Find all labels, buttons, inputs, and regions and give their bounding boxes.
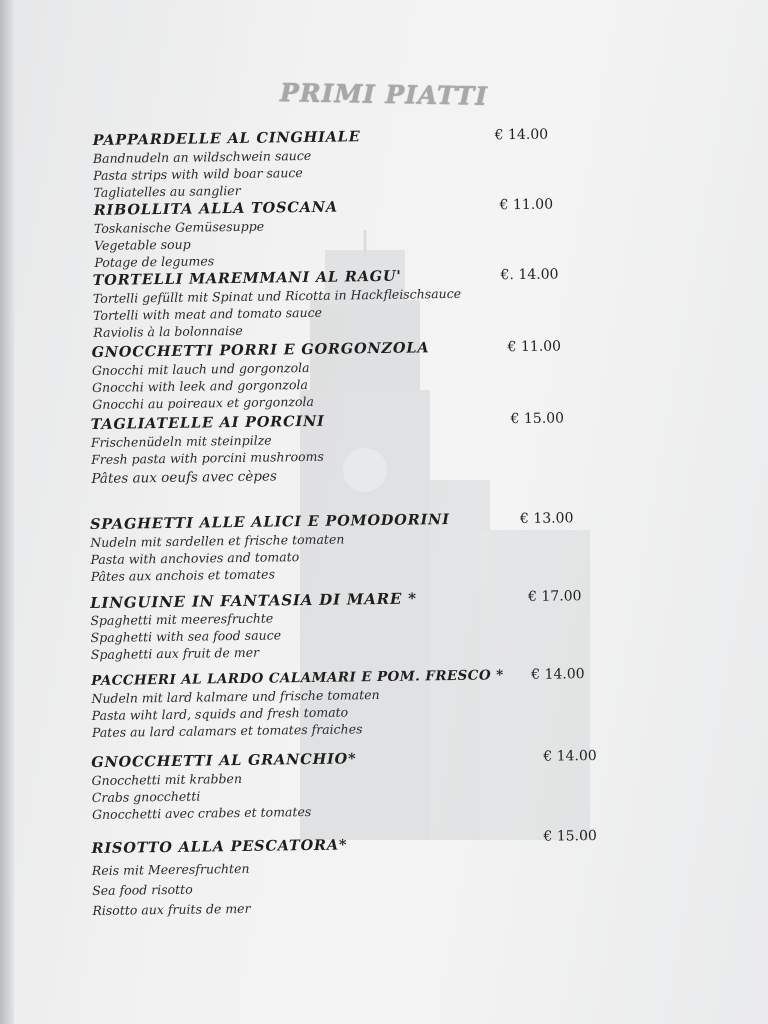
menu-title: PRIMI PIATTI bbox=[279, 78, 489, 111]
dish-desc-en: Sea food risotto bbox=[92, 881, 193, 899]
dish-desc-de: Toskanische Gemüsesuppe bbox=[93, 218, 265, 236]
dish-price: € 14.00 bbox=[543, 747, 597, 765]
dish-desc-en: Pasta strips with wild boar sauce bbox=[93, 165, 303, 183]
menu-item bbox=[91, 663, 732, 741]
dish-name: PACCHERI AL LARDO CALAMARI E POM. FRESCO * bbox=[91, 667, 504, 690]
menu-item bbox=[93, 263, 734, 341]
dish-desc-fr: Gnocchetti avec crabes et tomates bbox=[91, 803, 312, 823]
dish-price: € 13.00 bbox=[519, 510, 574, 528]
dish-desc-de: Gnocchetti mit krabben bbox=[91, 770, 243, 789]
dish-desc-fr: Pâtes aux anchois et tomates bbox=[90, 566, 276, 585]
dish-desc-en: Gnocchi with leek and gorgonzola bbox=[92, 376, 309, 396]
dish-name: TAGLIATELLE AI PORCINI bbox=[90, 412, 325, 434]
dish-name: RISOTTO ALLA PESCATORA* bbox=[91, 836, 348, 858]
dish-name: LINGUINE IN FANTASIA DI MARE * bbox=[90, 589, 417, 613]
dish-name: SPAGHETTI ALLE ALICI E POMODORINI bbox=[89, 511, 450, 534]
dish-desc-en: Pasta wiht lard, squids and fresh tomato bbox=[91, 704, 349, 724]
menu-item bbox=[92, 335, 733, 413]
dish-desc-en: Fresh pasta with porcini mushrooms bbox=[91, 448, 324, 468]
dish-desc-fr: Spaghetti aux fruit de mer bbox=[90, 644, 260, 663]
dish-desc-fr: Potage de legumes bbox=[94, 253, 215, 270]
dish-desc-de: Frischenüdeln mit steinpilze bbox=[90, 432, 272, 451]
dish-desc-de: Reis mit Meeresfruchten bbox=[91, 860, 250, 879]
dish-desc-fr: Pâtes aux oeufs avec cèpes bbox=[91, 468, 277, 488]
menu-item bbox=[91, 407, 732, 488]
menu-item bbox=[91, 828, 732, 919]
dish-price: € 17.00 bbox=[527, 588, 582, 605]
dish-price: € 15.00 bbox=[510, 410, 565, 428]
dish-price: € 15.00 bbox=[543, 828, 597, 845]
dish-name: PAPPARDELLE AL CINGHIALE bbox=[92, 128, 361, 149]
menu-item bbox=[90, 507, 731, 585]
dish-name: GNOCCHETTI PORRI E GORGONZOLA bbox=[91, 339, 430, 362]
dish-desc-en: Crabs gnocchetti bbox=[91, 788, 201, 806]
dish-price: € 11.00 bbox=[507, 338, 562, 356]
dish-desc-en: Pasta with anchovies and tomato bbox=[90, 549, 300, 568]
dish-desc-de: Nudeln mit lard kalmare und frische tomaten bbox=[91, 687, 380, 707]
dish-name: RIBOLLITA ALLA TOSCANA bbox=[93, 198, 338, 219]
dish-desc-de: Bandnudeln an wildschwein sauce bbox=[92, 147, 312, 166]
dish-name: GNOCCHETTI AL GRANCHIO* bbox=[91, 750, 357, 772]
menu-item bbox=[93, 123, 734, 201]
dish-desc-de: Spaghetti mit meeresfruchte bbox=[90, 610, 274, 629]
dish-desc-fr: Raviolis à la bolonnaise bbox=[93, 322, 243, 340]
dish-price: €. 14.00 bbox=[500, 266, 559, 284]
menu-item bbox=[90, 585, 731, 663]
dish-name: TORTELLI MAREMMANI AL RAGU' bbox=[92, 267, 402, 289]
menu-item bbox=[91, 745, 732, 823]
dish-desc-en: Vegetable soup bbox=[94, 236, 191, 253]
dish-price: € 14.00 bbox=[494, 126, 549, 144]
dish-desc-de: Tortelli gefüllt mit Spinat und Ricotta in Hackfleischsauce bbox=[92, 285, 462, 306]
dish-desc-de: Nudeln mit sardellen et frische tomaten bbox=[90, 531, 345, 551]
dish-desc-en: Tortelli with meat and tomato sauce bbox=[93, 304, 323, 323]
dish-desc-fr: Pates au lard calamars et tomates fraiches bbox=[91, 721, 363, 741]
menu-item bbox=[94, 193, 735, 271]
dish-price: € 11.00 bbox=[499, 196, 554, 214]
dish-desc-en: Spaghetti with sea food sauce bbox=[90, 627, 282, 646]
dish-desc-fr: Risotto aux fruits de mer bbox=[92, 900, 251, 919]
dish-price: € 14.00 bbox=[531, 666, 585, 683]
dish-desc-fr: Tagliatelles au sanglier bbox=[93, 182, 241, 200]
dish-desc-fr: Gnocchi au poireaux et gorgonzola bbox=[92, 393, 314, 413]
dish-desc-de: Gnocchi mit lauch und gorgonzola bbox=[91, 359, 310, 379]
